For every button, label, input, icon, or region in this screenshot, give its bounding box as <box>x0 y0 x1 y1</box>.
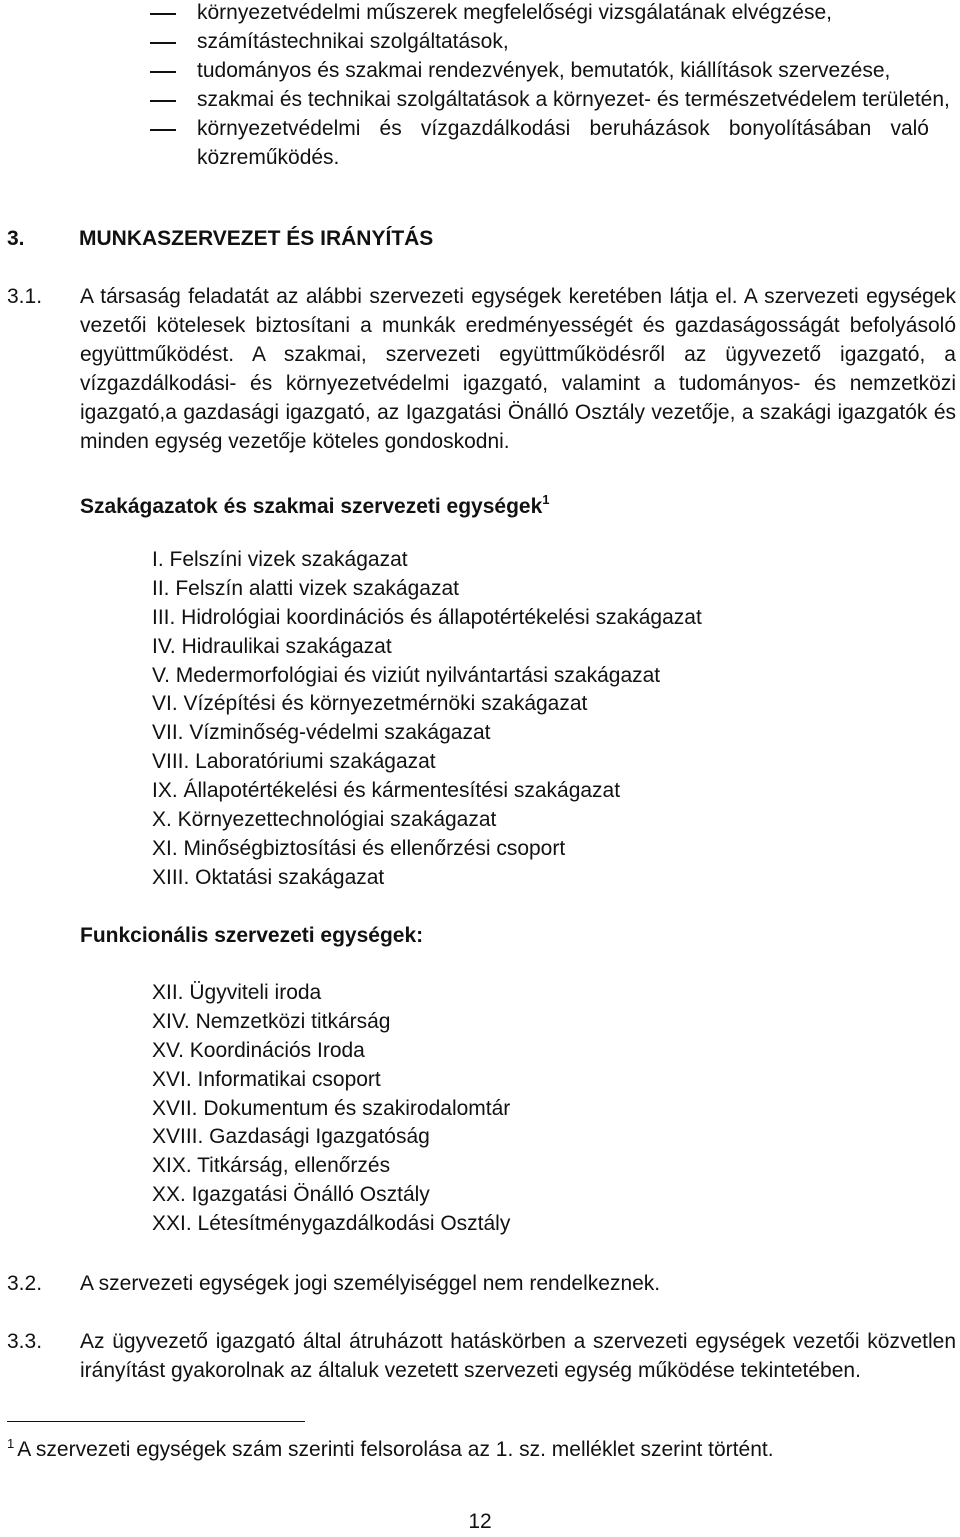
section-number: 3. <box>7 227 25 250</box>
list-item: II. Felszín alatti vizek szakágazat <box>152 576 459 600</box>
list-item: XV. Koordinációs Iroda <box>152 1038 365 1062</box>
footnote-text: A szervezeti egységek szám szerinti felsorolása az 1. sz. melléklet szerint történt. <box>17 1438 774 1461</box>
paragraph-line: Az ügyvezető igazgató által átruházott hatáskörben a szervezeti egységek vezetői közvetlen <box>80 1330 956 1353</box>
list-item <box>0 56 960 85</box>
bullet-text: szakmai és technikai szolgáltatások a környezet- és természetvédelem területén, <box>197 88 950 111</box>
subsection-number: 3.1. <box>7 285 43 308</box>
functional-units-list <box>152 979 510 1239</box>
list-item: X. Környezettechnológiai szakágazat <box>152 808 497 832</box>
list-item: XIV. Nemzetközi titkárság <box>152 1009 391 1033</box>
footnote-separator <box>7 1421 305 1422</box>
list-item: VIII. Laboratóriumi szakágazat <box>152 750 436 774</box>
list-item <box>0 85 960 114</box>
list-item: XXI. Létesítménygazdálkodási Osztály <box>152 1212 511 1236</box>
page-number: 12 <box>468 1510 492 1533</box>
bullet-text: közreműködés. <box>197 146 340 169</box>
dash-bullet-icon <box>150 42 176 44</box>
list-item: XII. Ügyviteli iroda <box>152 981 322 1004</box>
list-item: XI. Minőségbiztosítási és ellenőrzési csoport <box>152 836 566 860</box>
dash-bullet-icon <box>150 100 176 102</box>
bullet-text: környezetvédelmi és vízgazdálkodási beruházások bonyolításában való <box>197 117 929 140</box>
subsection-number: 3.2. <box>7 1272 43 1295</box>
list-item: XX. Igazgatási Önálló Osztály <box>152 1183 430 1207</box>
list-item: VII. Vízminőség-védelmi szakágazat <box>152 721 491 745</box>
list-item: XVI. Informatikai csoport <box>152 1067 381 1091</box>
list-item: XVII. Dokumentum és szakirodalomtár <box>152 1096 511 1120</box>
list-item: IX. Állapotértékelési és kármentesítési szakágazat <box>152 779 621 803</box>
list-item: V. Medermorfológiai és viziút nyilvántartási szakágazat <box>152 663 661 687</box>
professional-units-list <box>152 546 702 893</box>
list-item: XVIII. Gazdasági Igazgatóság <box>152 1125 430 1149</box>
paragraph-line: minden egység vezetője köteles gondoskodni. <box>80 430 510 453</box>
dash-bullet-icon <box>150 13 176 15</box>
paragraph-line: együttműködést. A szakmai, szervezeti együttműködésről az ügyvezető igazgató, a <box>80 343 956 366</box>
bullet-text: környezetvédelmi műszerek megfelelőségi vizsgálatának elvégzése, <box>197 1 832 24</box>
list-item <box>0 27 960 56</box>
section-heading <box>7 227 433 251</box>
list-item: XIII. Oktatási szakágazat <box>152 865 385 889</box>
dash-bullet-icon <box>150 71 176 73</box>
footnote-mark: 1 <box>7 1436 15 1451</box>
subsection-paragraph <box>80 282 956 456</box>
subsection-paragraph <box>80 1327 956 1385</box>
subsection-number: 3.3. <box>7 1330 43 1353</box>
subsection-paragraph: A szervezeti egységek jogi személyiséggel nem rendelkeznek. <box>80 1272 661 1295</box>
section-title: MUNKASZERVEZET ÉS IRÁNYÍTÁS <box>79 227 434 250</box>
bullet-text: tudományos és szakmai rendezvények, bemutatók, kiállítások szervezése, <box>197 59 891 82</box>
footnote <box>7 1436 774 1462</box>
dash-bullet-icon <box>150 129 176 131</box>
paragraph-line: igazgató,a gazdasági igazgató, az Igazgatási Önálló Osztály vezetője, a szakági igazgatók és <box>80 401 956 424</box>
list-item <box>0 114 960 143</box>
paragraph-line: irányítást gyakorolnak az általuk vezetett szervezeti egység működése tekintetében. <box>80 1359 861 1382</box>
heading-text: Szakágazatok és szakmai szervezeti egységek <box>80 495 543 518</box>
list-item-continuation <box>0 143 960 172</box>
footnote-reference: 1 <box>542 492 550 507</box>
list-item: VI. Vízépítési és környezetmérnöki szakágazat <box>152 692 588 716</box>
functional-units-heading: Funkcionális szervezeti egységek: <box>80 924 424 947</box>
paragraph-line: vezetői kötelesek biztosítani a munkák eredményességét és gazdaságosságát befolyásoló <box>80 314 956 337</box>
bullet-text: számítástechnikai szolgáltatások, <box>197 30 509 53</box>
list-item: III. Hidrológiai koordinációs és állapotértékelési szakágazat <box>152 605 702 629</box>
list-item <box>0 0 960 27</box>
list-item: IV. Hidraulikai szakágazat <box>152 634 392 658</box>
list-item: XIX. Titkárság, ellenőrzés <box>152 1154 391 1178</box>
list-item: I. Felszíni vizek szakágazat <box>152 548 408 571</box>
paragraph-line: vízgazdálkodási- és környezetvédelmi igazgató, valamint a tudományos- és nemzetközi <box>80 372 956 395</box>
paragraph-line: A társaság feladatát az alábbi szervezeti egységek keretében látja el. A szervezeti egységek <box>80 285 956 308</box>
professional-units-heading <box>80 492 550 519</box>
